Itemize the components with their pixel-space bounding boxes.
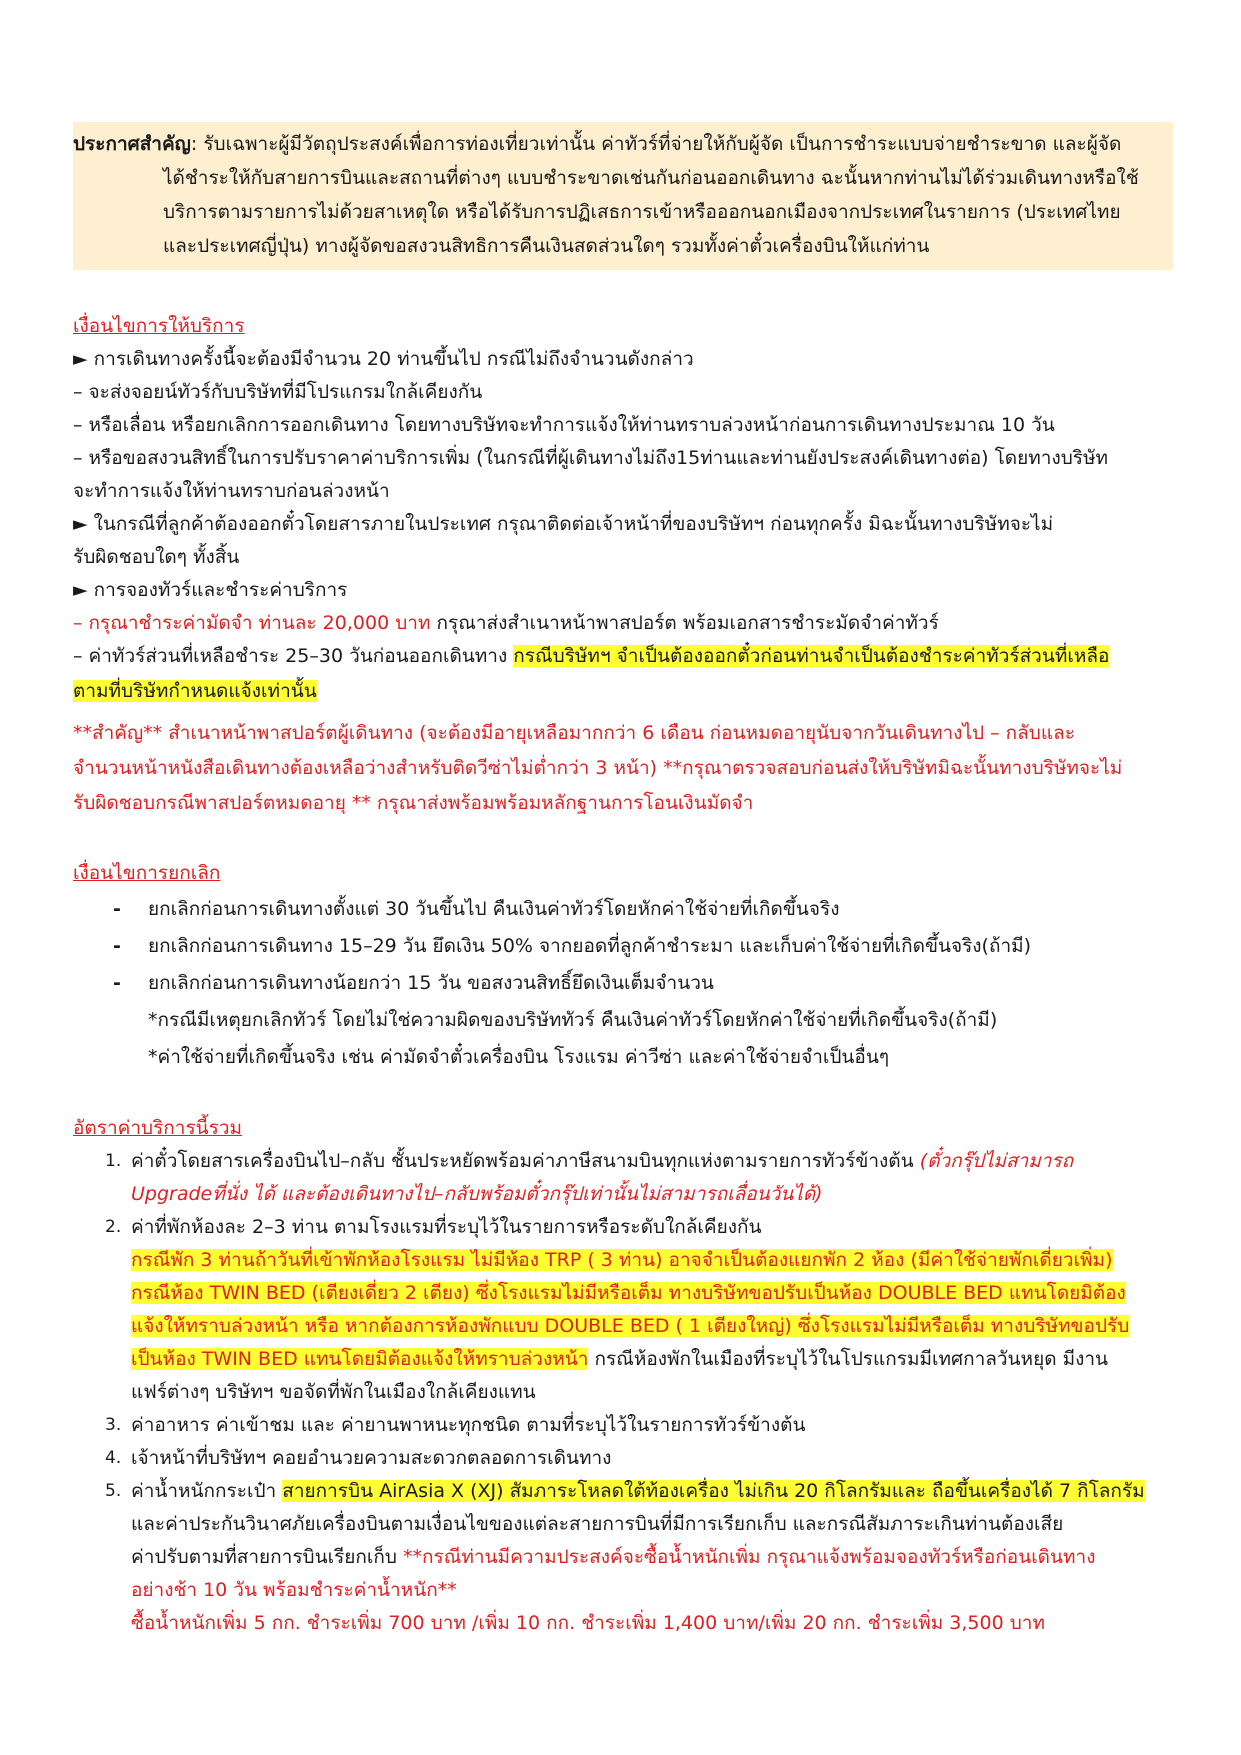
rates-num-5: 5. xyxy=(105,1481,122,1501)
cancel-item-1: ยกเลิกก่อนการเดินทางตั้งแต่ 30 วันขึ้นไป คืนเงินค่าทัวร์โดยหักค่าใช้จ่ายที่เกิดขึ้นจริง xyxy=(148,898,840,920)
cancel-item-3: ยกเลิกก่อนการเดินทางน้อยกว่า 15 วัน ขอสงวนสิทธิ์ยึดเงินเต็มจำนวน xyxy=(148,972,714,994)
extra-baggage-prices: ซื้อน้ำหนักเพิ่ม 5 กก. ชำระเพิ่ม 700 บาท /เพิ่ม 10 กก. ชำระเพิ่ม 1,400 บาท/เพิ่ม 20 กก. ชำระเพิ่ม 3,500 บาท xyxy=(131,1612,1045,1634)
passport-note-2: จำนวนหน้าหนังสือเดินทางต้องเหลือว่างสำหรับติดวีซ่าไม่ต่ำกว่า 3 หน้า) **กรุณาตรวจสอบก่อนส่งให้บริษัทมิฉะนั้นทางบริษัทจะไม่ xyxy=(73,757,1123,779)
extra-baggage-note-cont: อย่างช้า 10 วัน พร้อมชำระค่าน้ำหนัก** xyxy=(131,1579,457,1601)
room-note-2 xyxy=(131,1277,1126,1309)
room-note-2-text: กรณีห้อง TWIN BED (เตียงเดี่ยว 2 เตียง) ซึ่งโรงแรมไม่มีหรือเต็ม ทางบริษัทขอปรับเป็นห้อง DOUBLE BED แทนโดยมิต้อง xyxy=(131,1282,1126,1304)
notice-label: ประกาศสำคัญ xyxy=(73,133,191,155)
cancel-heading: เงื่อนไขการยกเลิก xyxy=(73,862,221,884)
cancel-bullet-1: - xyxy=(113,898,121,920)
airfare-text: ค่าตั๋วโดยสารเครื่องบินไป–กลับ ชั้นประหยัดพร้อมค่าภาษีสนามบินทุกแห่งตามรายการทัวร์ข้างต้น xyxy=(131,1150,920,1172)
balance-highlight: กรณีบริษัทฯ จำเป็นต้องออกตั๋วก่อนท่านจำเป็นต้องชำระค่าทัวร์ส่วนที่เหลือ xyxy=(513,645,1110,667)
cancel-bullet-3: - xyxy=(113,972,121,994)
room-note-3 xyxy=(131,1310,1129,1342)
cancel-note-1: *กรณีมีเหตุยกเลิกทัวร์ โดยไม่ใช่ความผิดของบริษัททัวร์ คืนเงินค่าทัวร์โดยหักค่าใช้จ่ายที่เกิดขึ้นจริง(ถ้ามี) xyxy=(148,1009,998,1031)
cancel-item-2: ยกเลิกก่อนการเดินทาง 15–29 วัน ยึดเงิน 50% จากยอดที่ลูกค้าชำระมา และเก็บค่าใช้จ่ายที่เกิดขึ้นจริง(ถ้ามี) xyxy=(148,935,1032,957)
service-line-6: ► ในกรณีที่ลูกค้าต้องออกตั๋วโดยสารภายในประเทศ กรุณาติดต่อเจ้าหน้าที่ของบริษัทฯ ก่อนทุกครั้ง มิฉะนั้นทางบริษัทจะไม่ xyxy=(73,513,1054,535)
room-note-4-text: เป็นห้อง TWIN BED แทนโดยมิต้องแจ้งให้ทราบล่วงหน้า xyxy=(131,1348,589,1370)
balance-highlight-cont: ตามที่บริษัทกำหนดแจ้งเท่านั้น xyxy=(73,680,317,702)
service-line-9 xyxy=(73,607,939,639)
cancel-note-2: *ค่าใช้จ่ายที่เกิดขึ้นจริง เช่น ค่ามัดจำตั๋วเครื่องบิน โรงแรม ค่าวีซ่า และค่าใช้จ่ายจำเป็นอื่นๆ xyxy=(148,1046,890,1068)
rates-item-2: ค่าที่พักห้องละ 2–3 ท่าน ตามโรงแรมที่ระบุไว้ในรายการหรือระดับใกล้เคียงกัน xyxy=(131,1216,762,1238)
service-line-3: – หรือเลื่อน หรือยกเลิกการออกเดินทาง โดยทางบริษัทจะทำการแจ้งให้ท่านทราบล่วงหน้าก่อนการเดินทางประมาณ 10 วัน xyxy=(73,414,1055,436)
service-line-10 xyxy=(73,640,1109,672)
rates-heading: อัตราค่าบริการนี้รวม xyxy=(73,1117,243,1139)
deposit-text: – กรุณาชำระค่ามัดจำ ท่านละ 20,000 บาท xyxy=(73,612,431,634)
room-note-1 xyxy=(131,1244,1113,1276)
rates-num-4: 4. xyxy=(105,1448,122,1468)
service-line-8: ► การจองทัวร์และชำระค่าบริการ xyxy=(73,579,348,601)
baggage-line-3 xyxy=(131,1541,1095,1573)
rates-item-3: ค่าอาหาร ค่าเข้าชม และ ค่ายานพาหนะทุกชนิด ตามที่ระบุไว้ในรายการทัวร์ข้างต้น xyxy=(131,1414,806,1436)
notice-line-2: ได้ชำระให้กับสายการบินและสถานที่ต่างๆ แบบชำระขาดเช่นกันก่อนออกเดินทาง ฉะนั้นหากท่านไม่ได้ร่วมเดินทางหรือใช้ xyxy=(163,167,1139,189)
notice-text-1: : รับเฉพาะผู้มีวัตถุประสงค์เพื่อการท่องเที่ยวเท่านั้น ค่าทัวร์ที่จ่ายให้กับผู้จัด เป็นการชำระแบบจ่ายชำระขาด และผู้จัด xyxy=(190,133,1122,155)
rates-num-2: 2. xyxy=(105,1217,122,1237)
festival-note: กรณีห้องพักในเมืองที่ระบุไว้ในโปรแกรมมีเทศกาลวันหยุด มีงาน xyxy=(588,1348,1109,1370)
service-line-7: รับผิดชอบใดๆ ทั้งสิ้น xyxy=(73,546,240,568)
rates-num-3: 3. xyxy=(105,1415,122,1435)
passport-note-3: รับผิดชอบกรณีพาสปอร์ตหมดอายุ ** กรุณาส่งพร้อมพร้อมหลักฐานการโอนเงินมัดจำ xyxy=(73,792,754,814)
notice-line-3: บริการตามรายการไม่ด้วยสาเหตุใด หรือได้รับการปฏิเสธการเข้าหรือออกนอกเมืองจากประเทศในรายการ (ประเทศไทย xyxy=(163,201,1121,223)
room-note-4 xyxy=(131,1343,1108,1375)
baggage-fine: ค่าปรับตามที่สายการบินเรียกเก็บ xyxy=(131,1546,404,1568)
service-line-11 xyxy=(73,675,317,707)
rates-item-5 xyxy=(131,1475,1145,1507)
service-line-5: จะทำการแจ้งให้ท่านทราบก่อนล่วงหน้า xyxy=(73,480,390,502)
rates-item-4: เจ้าหน้าที่บริษัทฯ คอยอำนวยความสะดวกตลอดการเดินทาง xyxy=(131,1447,612,1469)
rates-num-1: 1. xyxy=(105,1151,122,1171)
rates-item-1 xyxy=(131,1145,1073,1177)
service-line-1: ► การเดินทางครั้งนี้จะต้องมีจำนวน 20 ท่านขึ้นไป กรณีไม่ถึงจำนวนดังกล่าว xyxy=(73,348,694,370)
room-note-1-text: กรณีพัก 3 ท่านถ้าวันที่เข้าพักห้องโรงแรม ไม่มีห้อง TRP ( 3 ท่าน) อาจจำเป็นต้องแยกพัก 2 ห้อง (มีค่าใช้จ่ายพักเดี่ยวเพิ่ม) xyxy=(131,1249,1113,1271)
festival-note-cont: แฟร์ต่างๆ บริษัทฯ ขอจัดที่พักในเมืองใกล้เคียงแทน xyxy=(131,1381,536,1403)
baggage-label: ค่าน้ำหนักกระเป๋า xyxy=(131,1480,283,1502)
room-note-3-text: แจ้งให้ทราบล่วงหน้า หรือ หากต้องการห้องพักแบบ DOUBLE BED ( 1 เตียงใหญ่) ซึ่งโรงแรมไม่มีหรือเต็ม ทางบริษัทขอปรับ xyxy=(131,1315,1130,1337)
balance-text: – ค่าทัวร์ส่วนที่เหลือชำระ 25–30 วันก่อนออกเดินทาง xyxy=(73,645,514,667)
group-ticket-note: (ตั๋วกรุ๊ปไม่สามารถ xyxy=(919,1150,1074,1172)
passport-note-1: **สำคัญ** สำเนาหน้าพาสปอร์ตผู้เดินทาง (จะต้องมีอายุเหลือมากกว่า 6 เดือน ก่อนหมดอายุนับจากวันเดินทางไป – กลับและ xyxy=(73,722,1075,744)
deposit-docs-text: กรุณาส่งสำเนาหน้าพาสปอร์ต พร้อมเอกสารชำระมัดจำค่าทัวร์ xyxy=(430,612,939,634)
notice-line-1 xyxy=(73,128,1121,160)
baggage-line-2: และค่าประกันวินาศภัยเครื่องบินตามเงื่อนไขของแต่ละสายการบินที่มีการเรียกเก็บ และกรณีสัมภาระเกินท่านต้องเสีย xyxy=(131,1513,1064,1535)
cancel-bullet-2: - xyxy=(113,935,121,957)
group-ticket-note-cont: Upgradeที่นั่ง ได้ และต้องเดินทางไป–กลับพร้อมตั๋วกรุ๊ปเท่านั้นไม่สามารถเลื่อนวันได้) xyxy=(131,1183,823,1205)
notice-line-4: และประเทศญี่ปุ่น) ทางผู้จัดขอสงวนสิทธิการคืนเงินสดส่วนใดๆ รวมทั้งค่าตั๋วเครื่องบินให้แก่ท่าน xyxy=(163,235,930,257)
baggage-allowance: สายการบิน AirAsia X (XJ) สัมภาระโหลดใต้ท้องเครื่อง ไม่เกิน 20 กิโลกรัมและ ถือขึ้นเครื่องได้ 7 กิโลกรัม xyxy=(282,1480,1145,1502)
service-line-4: – หรือขอสงวนสิทธิ์ในการปรับราคาค่าบริการเพิ่ม (ในกรณีที่ผู้เดินทางไม่ถึง15ท่านและท่านยังประสงค์เดินทางต่อ) โดยทางบริษัท xyxy=(73,447,1109,469)
extra-baggage-note: **กรณีท่านมีความประสงค์จะซื้อน้ำหนักเพิ่ม กรุณาแจ้งพร้อมจองทัวร์หรือก่อนเดินทาง xyxy=(403,1546,1096,1568)
service-line-2: – จะส่งจอยน์ทัวร์กับบริษัทที่มีโปรแกรมใกล้เคียงกัน xyxy=(73,381,483,403)
service-heading: เงื่อนไขการให้บริการ xyxy=(73,315,245,337)
